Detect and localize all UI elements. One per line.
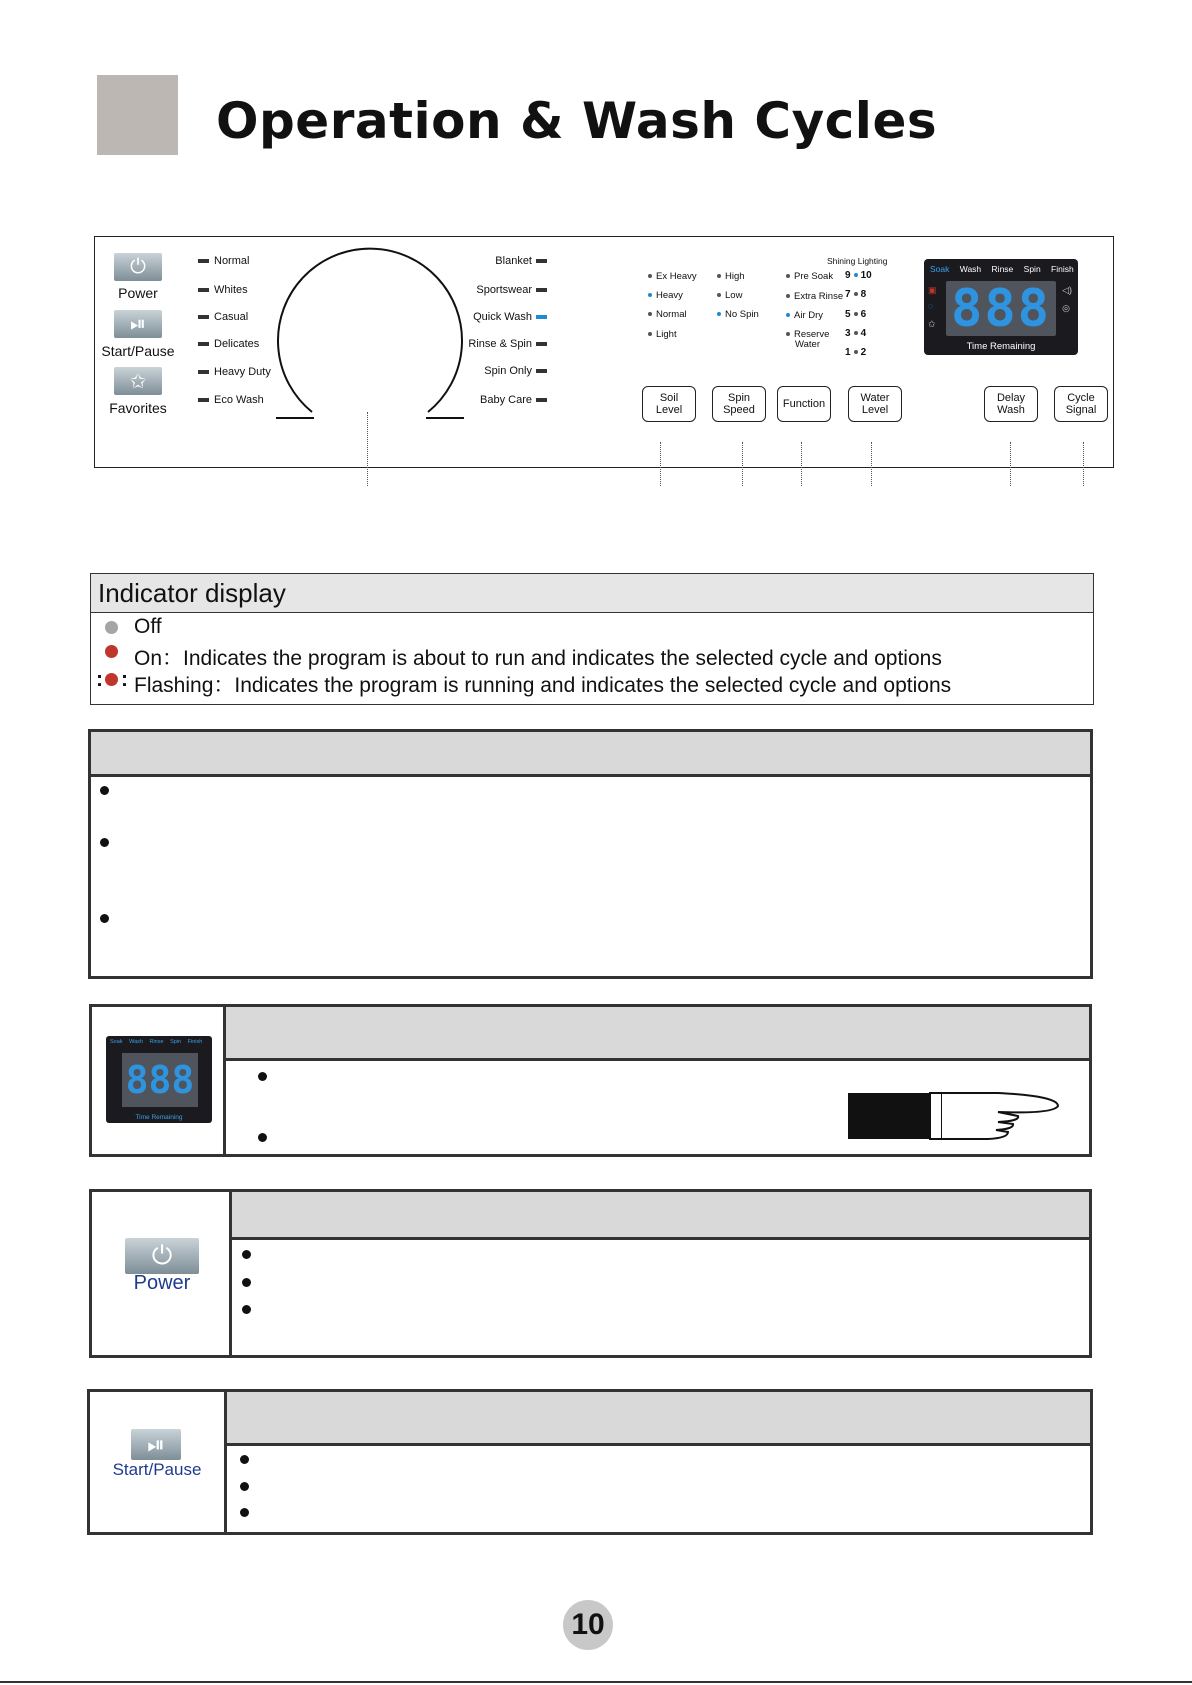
flash-marks: : [96, 668, 103, 691]
page-number: 10 [563, 1600, 613, 1650]
water-level-row: 9 10 [845, 270, 872, 281]
bullet [258, 1133, 267, 1142]
cycle-baby-care[interactable]: Baby Care [480, 394, 547, 406]
bullet [242, 1278, 251, 1287]
divider [226, 1058, 1089, 1061]
stage-finish: Finish [1051, 264, 1074, 274]
time-display [924, 259, 1078, 355]
section-header-bar [226, 1007, 1089, 1059]
stage-rinse: Rinse [991, 264, 1014, 274]
cycle-blanket[interactable]: Blanket [495, 255, 547, 267]
stage-wash: Wash [959, 264, 982, 274]
play-pause-icon[interactable]: ⏯ [114, 310, 162, 338]
water-level-row: 7 8 [845, 289, 867, 300]
cycle-rinse-spin[interactable]: Rinse & Spin [468, 338, 547, 350]
timer-icon: ◎ [1062, 303, 1070, 313]
cycle-heavy-duty[interactable]: Heavy Duty [198, 366, 271, 378]
function-reserve: Reserve [786, 329, 829, 340]
soil-level-button[interactable]: Soil Level [642, 386, 696, 422]
bottom-rule [0, 1681, 1192, 1683]
start-pause-box-label: Start/Pause [112, 1460, 202, 1479]
star-icon[interactable]: ✩ [114, 367, 162, 395]
leader-line [660, 442, 661, 486]
divider [227, 1443, 1090, 1446]
spin-low: Low [717, 290, 742, 301]
leader-line [367, 412, 368, 486]
digit-screen: 888 [946, 281, 1056, 336]
water-level-button[interactable]: Water Level [848, 386, 902, 422]
small-time-display [106, 1036, 212, 1123]
stage-soak: Soak [930, 264, 950, 274]
power-icon[interactable]: ⏻ [114, 253, 162, 281]
bullet [240, 1455, 249, 1464]
bullet [258, 1072, 267, 1081]
soil-heavy: Heavy [648, 290, 683, 301]
section-header-bar [232, 1192, 1089, 1238]
time-remaining-label: Time Remaining [966, 341, 1036, 352]
cycle-eco-wash[interactable]: Eco Wash [198, 394, 264, 406]
divider [232, 1237, 1089, 1240]
small-digit-screen: 888 [122, 1053, 198, 1107]
water-level-row: 3 4 [845, 328, 867, 339]
cycle-whites[interactable]: Whites [198, 284, 248, 296]
leader-line [742, 442, 743, 486]
off-indicator-dot [105, 621, 118, 634]
on-indicator-dot [105, 645, 118, 658]
section-header-bar [91, 732, 1090, 775]
soil-light: Light [648, 329, 677, 340]
bullet [240, 1508, 249, 1517]
play-pause-icon: ⏯ [131, 1429, 181, 1460]
cycle-normal[interactable]: Normal [198, 255, 249, 267]
stage-row [930, 264, 1074, 274]
spin-no-spin: No Spin [717, 309, 759, 320]
cycle-sportswear[interactable]: Sportswear [476, 284, 547, 296]
cycle-quick-wash[interactable]: Quick Wash [473, 311, 547, 323]
delay-wash-button[interactable]: Delay Wash [984, 386, 1038, 422]
star-icon: ✩ [928, 319, 936, 329]
indicator-off-text: Off [134, 615, 162, 638]
function-pre-soak: Pre Soak [786, 271, 833, 282]
indicator-on-text: On：Indicates the program is about to run and indicates the selected cycle and options [134, 647, 942, 670]
flash-marks: : [121, 668, 128, 691]
cycle-dial[interactable] [270, 246, 470, 422]
small-time-remaining-label: Time Remaining [135, 1114, 183, 1121]
spin-speed-button[interactable]: Spin Speed [712, 386, 766, 422]
leader-line [1083, 442, 1084, 486]
function-extra-rinse: Extra Rinse [786, 291, 843, 302]
bullet [100, 838, 109, 847]
cycle-delicates[interactable]: Delicates [198, 338, 259, 350]
divider [91, 774, 1090, 777]
stage-spin: Spin [1023, 264, 1041, 274]
favorites-label: Favorites [109, 400, 167, 416]
water-level-row: 5 6 [845, 309, 867, 320]
cycle-spin-only[interactable]: Spin Only [484, 365, 547, 377]
power-icon: ⏻ [125, 1238, 199, 1274]
flashing-indicator-dot [105, 673, 118, 686]
function-water: Water [795, 339, 820, 350]
soil-ex-heavy: Ex Heavy [648, 271, 697, 282]
power-label: Power [118, 285, 158, 301]
function-button[interactable]: Function [777, 386, 831, 422]
speaker-icon: ◁) [1062, 285, 1072, 295]
function-air-dry: Air Dry [786, 310, 823, 321]
bullet [100, 786, 109, 795]
spin-high: High [717, 271, 745, 282]
leader-line [871, 442, 872, 486]
water-level-row: 1 2 [845, 347, 867, 358]
bullet [242, 1305, 251, 1314]
cycle-signal-button[interactable]: Cycle Signal [1054, 386, 1108, 422]
indicator-title: Indicator display [91, 574, 1093, 613]
title-block [97, 75, 178, 155]
bullet [242, 1250, 251, 1259]
leader-line [801, 442, 802, 486]
leader-line [1010, 442, 1011, 486]
bullet [100, 914, 109, 923]
cycle-icon: ◌ [928, 301, 934, 311]
pointing-hand-icon [848, 1088, 1064, 1142]
bullet [240, 1482, 249, 1491]
start-pause-label: Start/Pause [101, 343, 175, 359]
section-header-bar [227, 1392, 1090, 1444]
cycle-casual[interactable]: Casual [198, 311, 248, 323]
soil-normal: Normal [648, 309, 687, 320]
page-title: Operation & Wash Cycles [216, 92, 938, 150]
indicator-flashing-text: Flashing：Indicates the program is running and indicates the selected cycle and options [134, 674, 952, 697]
water-level-header: Shining Lighting [827, 256, 888, 266]
lock-icon: ▣ [928, 285, 937, 295]
power-box-label: Power [133, 1272, 191, 1294]
small-stage-row: Soak Wash Rinse Spin Finish [110, 1039, 203, 1045]
